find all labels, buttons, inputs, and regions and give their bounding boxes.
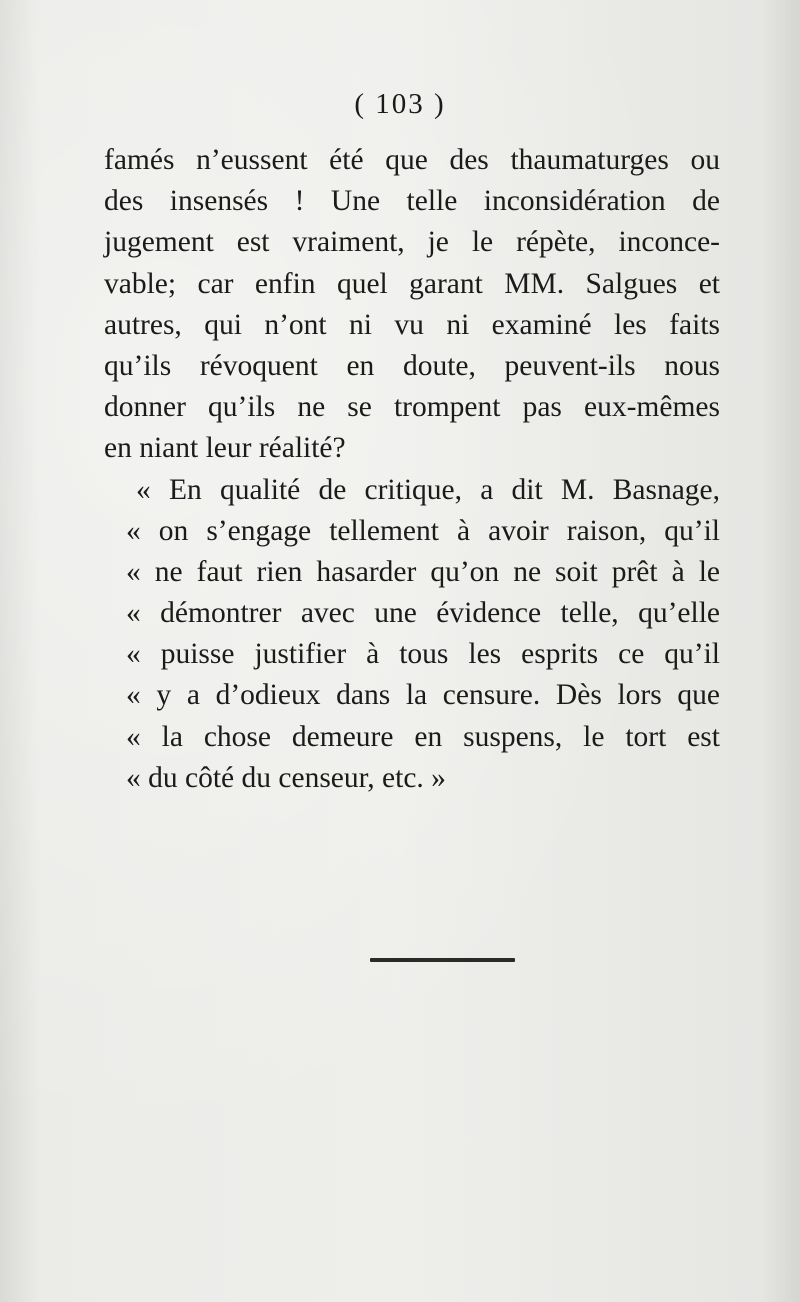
text-line: des insensés ! Une telle inconsidération de (104, 185, 720, 218)
quote-line: « la chose demeure en suspens, le tort est (126, 720, 720, 753)
quote-line: « En qualité de critique, a dit M. Basnage, (136, 473, 720, 506)
quote-line: « puisse justifier à tous les esprits ce qu’il (126, 638, 720, 671)
text-line: famés n’eussent été que des thaumaturges ou (104, 144, 720, 176)
quote-line: « on s’engage tellement à avoir raison, qu’il (126, 514, 720, 547)
text-line: autres, qui n’ont ni vu ni examiné les faits (104, 308, 720, 341)
quote-line: « ne faut rien hasarder qu’on ne soit prêt à le (126, 555, 720, 588)
text-line: jugement est vraiment, je le répète, inconce- (104, 226, 720, 259)
page-number: ( 103 ) (354, 88, 446, 120)
text-line: en niant leur réalité? (104, 432, 346, 465)
quote-line: « démontrer avec une évidence telle, qu’elle (126, 597, 720, 630)
text-line: donner qu’ils ne se trompent pas eux-mêmes (104, 391, 720, 424)
section-divider-rule (370, 958, 515, 962)
quote-line: « du côté du censeur, etc. » (126, 761, 446, 794)
quote-line: « y a d’odieux dans la censure. Dès lors que (126, 679, 720, 712)
text-line: qu’ils révoquent en doute, peuvent-ils nous (104, 349, 720, 382)
text-line: vable; car enfin quel garant MM. Salgues et (104, 267, 720, 300)
body-text (104, 140, 720, 799)
